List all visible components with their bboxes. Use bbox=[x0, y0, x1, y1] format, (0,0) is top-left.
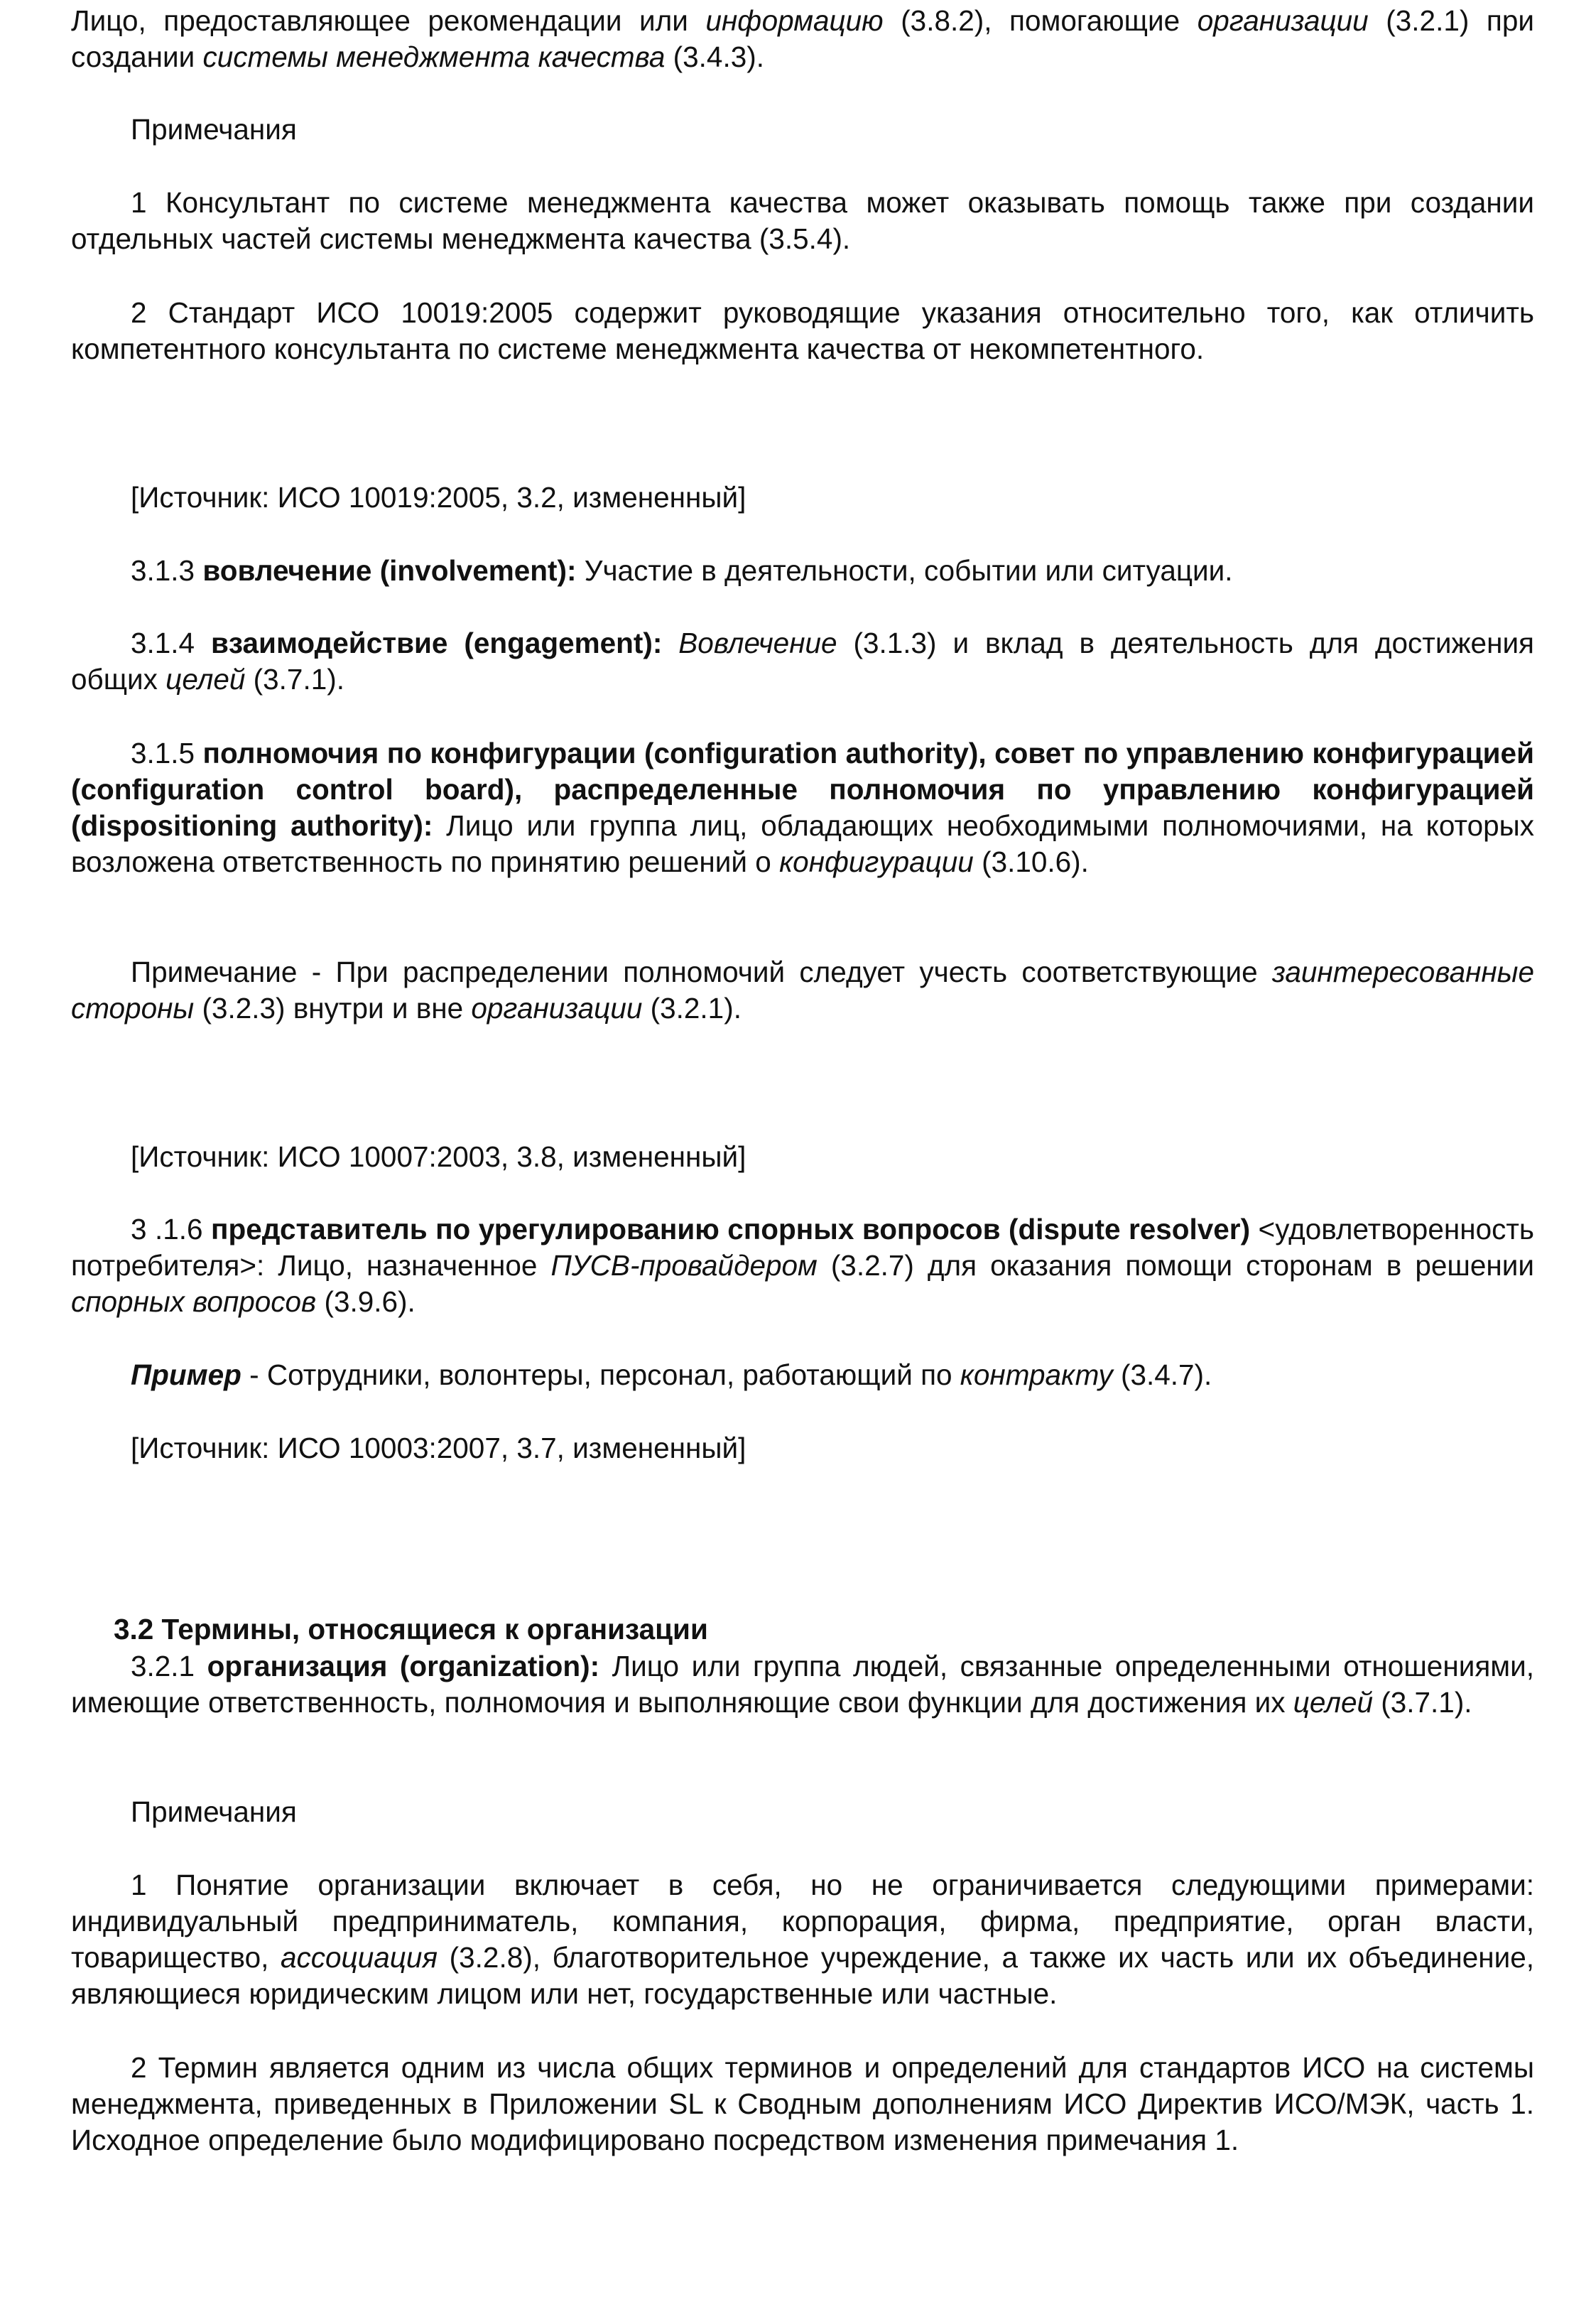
term-3-1-3: 3.1.3 вовлечение (involvement): Участие в деятельности, событии или ситуации. bbox=[131, 554, 1233, 587]
consultant-note-1: 1 Консультант по системе менеджмента качества может оказывать помощь также при создании отдельных частей системы менеджмента качества (3.5.4). bbox=[71, 186, 1534, 255]
term-3-1-4: 3.1.4 взаимодействие (engagement): Вовлечение (3.1.3) и вклад в деятельность для достижения общих целей (3.7.1). bbox=[71, 627, 1534, 696]
term-3-2-1: 3.2.1 организация (organization): Лицо или группа людей, связанные определенными отношениями, имеющие ответственность, полномочия и выполняющие свои функции для достижения их целей (3.7.1). bbox=[71, 1650, 1534, 1719]
notes-heading: Примечания bbox=[131, 113, 297, 146]
notes-heading-2: Примечания bbox=[131, 1795, 297, 1828]
org-note-1: 1 Понятие организации включает в себя, но не ограничивается следующими примерами: индивидуальный предприниматель, компания, корпорация, фирма, предприятие, орган власти, товарищество, ассоциация (3.2.8), благотворительное учреждение, а также их часть или их объединение, являющиеся юридическим лицом или нет, государственные или частные. bbox=[71, 1869, 1534, 2010]
org-note-2: 2 Термин является одним из числа общих терминов и определений для стандартов ИСО на системы менеджмента, приведенных в Приложении SL к Сводным дополнениям ИСО Директив ИСО/МЭК, часть 1. Исходное определение было модифицировано посредством изменения примечания 1. bbox=[71, 2051, 1534, 2156]
section-3-2-heading: 3.2 Термины, относящиеся к организации bbox=[114, 1613, 708, 1645]
source-reference-1: [Источник: ИСО 10019:2005, 3.2, измененный] bbox=[131, 481, 746, 514]
source-reference-3: [Источник: ИСО 10003:2007, 3.7, измененный] bbox=[131, 1432, 746, 1464]
note-3-1-5: Примечание - При распределении полномочий следует учесть соответствующие заинтересованные стороны (3.2.3) внутри и вне организации (3.2.1). bbox=[71, 956, 1534, 1025]
consultant-definition: Лицо, предоставляющее рекомендации или информацию (3.8.2), помогающие организации (3.2.1) при создании системы менеджмента качества (3.4.3). bbox=[71, 4, 1534, 73]
term-3-1-6: 3 .1.6 представитель по урегулированию спорных вопросов (dispute resolver) <удовлетворенность потребителя>: Лицо, назначенное ПУСВ-провайдером (3.2.7) для оказания помощи сторонам в решении спорных вопросов (3.9.6). bbox=[71, 1213, 1534, 1318]
source-reference-2: [Источник: ИСО 10007:2003, 3.8, измененный] bbox=[131, 1140, 746, 1173]
consultant-note-2: 2 Стандарт ИСО 10019:2005 содержит руководящие указания относительно того, как отличить компетентного консультанта по системе менеджмента качества от некомпетентного. bbox=[71, 296, 1534, 365]
example-3-1-6: Пример - Сотрудники, волонтеры, персонал, работающий по контракту (3.4.7). bbox=[131, 1358, 1212, 1391]
term-3-1-5: 3.1.5 полномочия по конфигурации (configuration authority), совет по управлению конфигурацией (configuration control board), распределенные полномочия по управлению конфигурацией (dispositioning authority): Лицо или группа лиц, обладающих необходимыми полномочиями, на которых возложена ответственность по принятию решений о конфигурации (3.10.6). bbox=[71, 737, 1534, 878]
